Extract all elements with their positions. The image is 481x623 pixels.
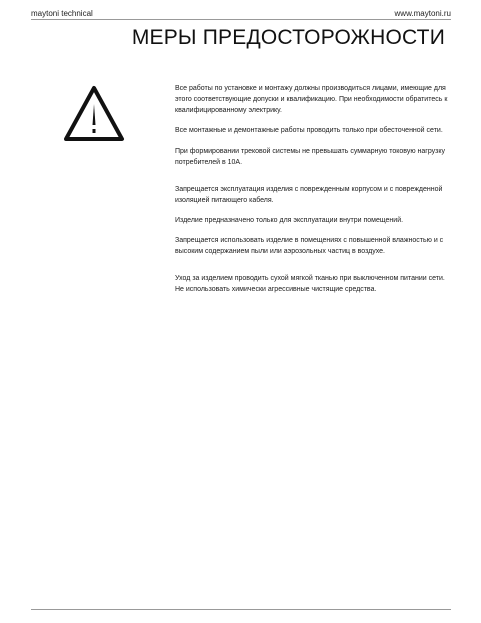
instruction-paragraph: Изделие предназначено только для эксплуатации внутри помещений.: [175, 217, 404, 224]
instruction-paragraph: Все работы по установке и монтажу должны производиться лицами, имеющие для этого соответствующие допуски и квалификацию. При необходимости обратитесь к квалифицированному электрику.: [175, 85, 448, 114]
page-title: МЕРЫ ПРЕДОСТОРОЖНОСТИ: [131, 26, 445, 49]
instruction-paragraph: Уход за изделием проводить сухой мягкой тканью при выключенном питании сети. Не использовать химически агрессивные чистящие средства.: [175, 275, 445, 293]
header-divider: [31, 19, 451, 20]
warning-triangle-icon: [63, 85, 125, 142]
safety-instructions: [175, 83, 450, 295]
instruction-paragraph: Запрещается использовать изделие в помещениях с повышенной влажностью и с высоким содержанием пыли или аэрозольных частиц в воздухе.: [175, 237, 444, 255]
instruction-paragraph: Запрещается эксплуатация изделия с поврежденным корпусом и с поврежденной изоляцией питающего кабеля.: [175, 186, 443, 204]
footer-divider: [31, 609, 451, 610]
instruction-paragraph: Все монтажные и демонтажные работы проводить только при обесточенной сети.: [175, 127, 443, 134]
website-label: www.maytoni.ru: [394, 9, 451, 18]
brand-label: maytoni technical: [31, 9, 93, 18]
instruction-paragraph: При формировании трековой системы не превышать суммарную токовую нагрузку потребителей в 10А.: [175, 148, 445, 166]
